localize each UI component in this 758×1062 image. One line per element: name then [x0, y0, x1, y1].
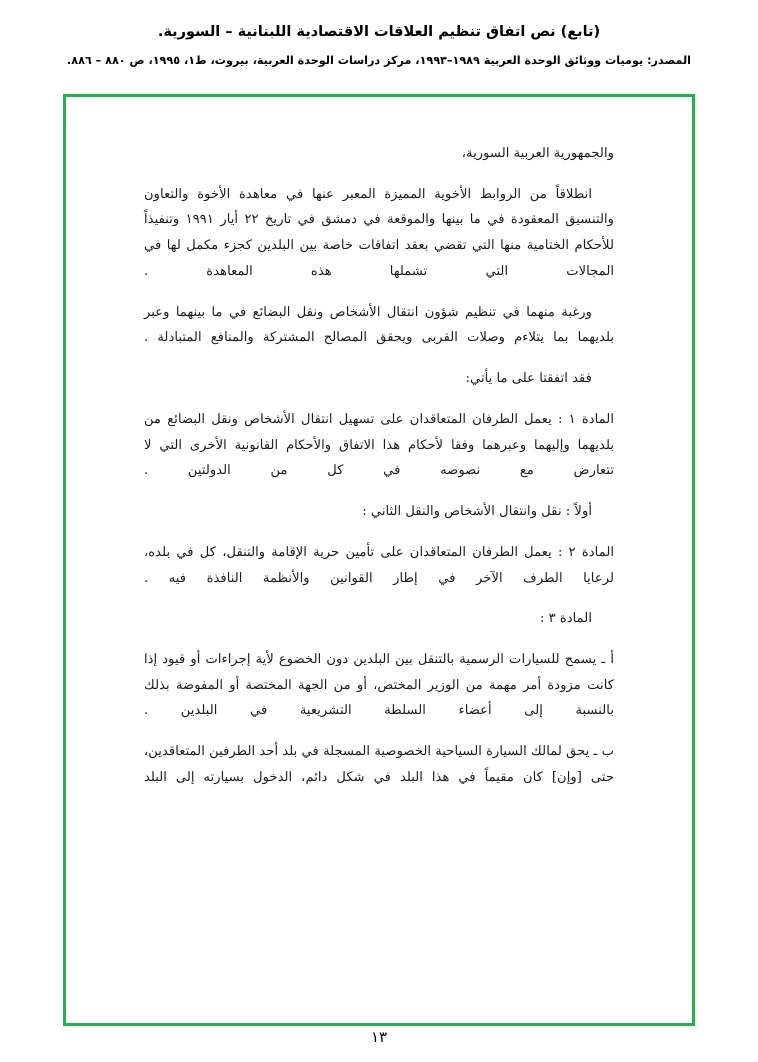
paragraph-article-3-a: أ ـ يسمح للسيارات الرسمية بالتنقل بين البلدين دون الخضوع لأية إجراءات أو قيود إذا كانت مزودة أمر مهمة من الوزير المختص، أو من الجهة المختصة أو المفوضة بذلك بالنسبة إلى أعضاء السلطة التشريعية في البلدين .	[144, 652, 614, 719]
paragraph-article-3-b: ب ـ يحق لمالك السيارة السياحية الخصوصية المسجلة في بلد أحد الطرفين المتعاقدين، حتى [وإن] كان مقيماً في هذا البلد في شكل دائم، الدخول بسيارته إلى البلد	[144, 744, 614, 785]
paragraph-preamble-2: ورغبة منهما في تنظيم شؤون انتقال الأشخاص ونقل البضائع في ما بينهما وعبر بلديهما بما يتلاءم وصلات القربى ويحقق المصالح المشتركة والمنافع المتبادلة .	[144, 304, 614, 346]
document-body	[66, 97, 692, 1023]
paragraph-preamble-1: انطلاقاً من الروابط الأخوية المميزة المعبر عنها في معاهدة الأخوة والتعاون والتنسيق المعقودة في ما بينها والموقعة في دمشق في تاريخ ٢٢ أيار ١٩٩١ وتنفيذاً للأحكام الختامية منها التي تقضي بعقد اتفاقات خاصة بين البلدين كجزء مكمل لها في المجالات التي تشملها هذه المعاهدة .	[144, 186, 614, 279]
paragraph-agreed: فقد اتفقتا على ما يأتي:	[465, 371, 592, 387]
paragraph-section-first: أولاً : نقل وانتقال الأشخاص والنقل الثاني :	[362, 504, 592, 520]
page-number: ١٣	[370, 1028, 388, 1046]
page-title: (تابع) نص اتفاق تنظيم العلاقات الاقتصادية اللبنانية – السورية.	[157, 24, 601, 40]
paragraph-article-2: المادة ٢ : يعمل الطرفان المتعاقدان على تأمين حرية الإقامة والتنقل، كل في بلده، لرعايا الطرف الآخر في إطار القوانين والأنظمة النافذة فيه .	[144, 544, 614, 586]
paragraph-opening: والجمهورية العربية السورية،	[461, 146, 614, 161]
paragraph-article-3: المادة ٣ :	[539, 611, 592, 627]
green-content-frame	[63, 94, 695, 1026]
source-line: المصدر: يوميات ووثائق الوحدة العربية ١٩٨٩–١٩٩٣، مركز دراسات الوحدة العربية، بيروت، ط١، ١٩٩٥، ص ٨٨٠ – ٨٨٦.	[66, 53, 692, 67]
paragraph-article-1: المادة ١ : يعمل الطرفان المتعاقدان على تسهيل انتقال الأشخاص ونقل البضائع من بلديهما وإليهما وعبرهما وفقا لأحكام هذا الاتفاق والأحكام القانونية الأخرى التي لا تتعارض مع نصوصه في كل من الدولتين .	[144, 411, 614, 479]
page-header	[0, 0, 758, 70]
